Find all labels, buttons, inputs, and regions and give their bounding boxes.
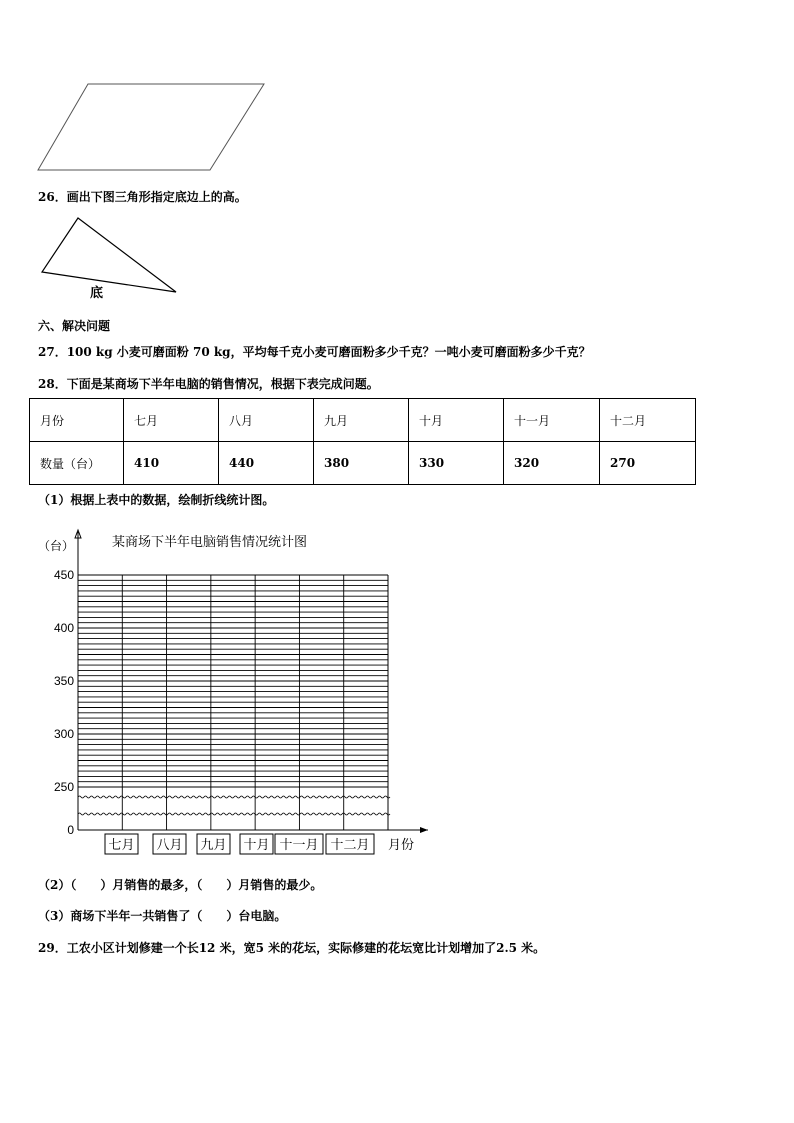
table-row <box>30 442 696 485</box>
parallelogram-shape <box>38 84 264 170</box>
table-value: 410 <box>124 442 219 485</box>
table-header-label: 月份 <box>30 399 124 442</box>
month-label: 十一月 <box>279 837 319 852</box>
table-value: 380 <box>314 442 409 485</box>
y-tick-label: 300 <box>53 727 74 741</box>
chart-text <box>38 534 414 854</box>
question-28-part-2: （2）（ ）月销售的最多，（ ）月销售的最少。 <box>38 878 323 892</box>
question-29: 29．工农小区计划修建一个长12 米，宽5 米的花坛，实际修建的花坛宽比计划增加了2.5 米。 <box>38 941 546 955</box>
question-26: 26．画出下图三角形指定底边上的高。 <box>38 190 247 204</box>
table-month: 八月 <box>219 399 314 442</box>
triangle-figure <box>36 212 186 304</box>
month-label: 八月 <box>156 837 183 852</box>
month-label: 十月 <box>243 837 270 852</box>
question-28: 28．下面是某商场下半年电脑的销售情况，根据下表完成问题。 <box>38 377 379 391</box>
x-axis-label: 月份 <box>388 837 415 852</box>
chart-title: 某商场下半年电脑销售情况统计图 <box>112 534 308 549</box>
axis-break-wave <box>78 796 390 798</box>
y-tick-label: 450 <box>53 568 74 582</box>
chart-grid <box>78 575 390 830</box>
table-month: 十二月 <box>600 399 696 442</box>
section-six-title: 六、解决问题 <box>38 319 111 333</box>
y-tick-label: 350 <box>53 674 74 688</box>
table-month: 七月 <box>124 399 219 442</box>
table-row <box>30 399 696 442</box>
table-row-label: 数量（台） <box>30 442 124 485</box>
month-label: 七月 <box>108 837 135 852</box>
axis-break-wave <box>78 813 390 815</box>
chart-axes <box>75 530 428 833</box>
table-month: 十一月 <box>504 399 600 442</box>
month-label: 十二月 <box>330 837 370 852</box>
table-value: 270 <box>600 442 696 485</box>
parallelogram-figure <box>30 78 270 178</box>
triangle-base-label: 底 <box>90 286 104 301</box>
question-28-part-3: （3）商场下半年一共销售了（ ）台电脑。 <box>38 909 287 923</box>
sales-table <box>29 398 696 485</box>
question-27: 27．100 kg 小麦可磨面粉 70 kg，平均每千克小麦可磨面粉多少千克？一吨小麦可磨面粉多少千克？ <box>38 345 591 359</box>
table-value: 320 <box>504 442 600 485</box>
triangle-shape <box>42 218 176 292</box>
x-axis-arrow <box>420 827 428 833</box>
table-month: 九月 <box>314 399 409 442</box>
y-tick-label: 400 <box>53 621 74 635</box>
month-label: 九月 <box>200 837 227 852</box>
table-value: 440 <box>219 442 314 485</box>
question-28-part-1: （1）根据上表中的数据，绘制折线统计图。 <box>38 493 275 507</box>
table-value: 330 <box>409 442 504 485</box>
sales-line-chart <box>0 520 470 865</box>
y-tick-label: 0 <box>67 823 74 837</box>
y-tick-label: 250 <box>53 780 74 794</box>
table-month: 十月 <box>409 399 504 442</box>
y-axis-label: （台） <box>38 539 75 553</box>
